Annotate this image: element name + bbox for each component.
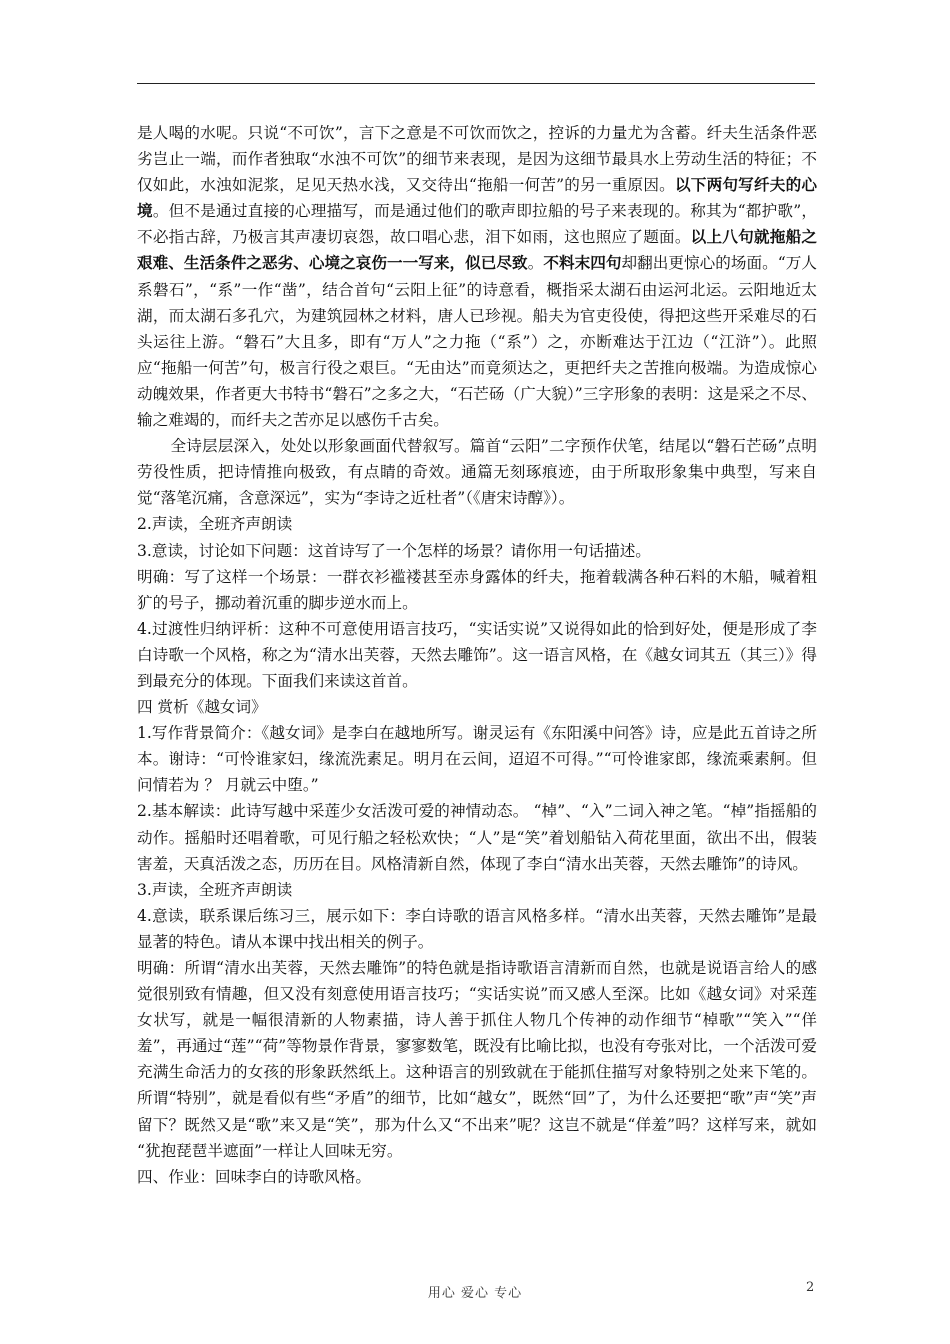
text-run: 。但不是通过直接的心理描写，而是通过他们的歌声即拉船的号子来表现的。称其为“都护歌”，不必指古辞，乃极言其声凄切哀怨，故口唱心悲，泪下如雨，这也照应了题面。 [137,202,817,247]
bold-text-run: 以上八句就拖船之艰难、生活条件之恶劣、心境之哀伤一一写来，似已尽致 [137,227,817,273]
paragraph [137,720,817,798]
page-footer: 用心 爱心 专心 [427,1286,523,1301]
text-run: 四、作业：回味李白的诗歌风格。 [137,1167,371,1186]
paragraph [137,433,817,511]
text-run: 全诗层层深入，处处以形象画面代替叙写。篇首“云阳”二字预作伏笔，结尾以“磐石芒砀”点明劳役性质，把诗情推向极致，有点睛的奇效。通篇无刻琢痕迹，由于所取形象集中典型，写来自觉“落笔沉痛，含意深远”，实为“李诗之近杜者”（《唐宋诗醇》）。 [137,437,817,508]
text-run: 四 赏析《越女词》 [137,698,267,717]
paragraph [137,564,817,616]
text-run: 是人喝的水呢。只说“不可饮”，言下之意是不可饮而饮之，控诉的力量尤为含蓄。纤夫生活条件恶劣岂止一端，而作者独取“水浊不可饮”的细节来表现，是因为这细节最具水上劳动生活的特征；不仅如此，水浊如泥浆，足见天热水浅，又交待出“拖船一何苦”的另一重原因。 [137,124,817,195]
paragraph [137,877,817,903]
text-run: 1.写作背景简介：《越女词》是李白在越地所写。谢灵运有《东阳溪中问答》诗，应是此五首诗之所本。谢诗：“可怜谁家妇，缘流洗素足。明月在云间，迢迢不可得。”“可怜谁家郎，缘流乘素舸。但问情若为 ？ 月就云中堕。” [137,724,817,795]
text-run: 2.声读，全班齐声朗读 [137,515,293,534]
text-run: 2.基本解读：此诗写越中采莲少女活泼可爱的神情动态。 “棹”、“入”二词入神之笔。“棹”指摇船的动作。摇船时还唱着歌，可见行船之轻松欢快；“人”是“笑”着划船钻入荷花里面，欲出不出，假装害羞，天真活泼之态，历历在目。风格清新自然，体现了李白“清水出芙蓉，天然去雕饰”的诗风。 [137,802,817,873]
text-run: 3.意读，讨论如下问题：这首诗写了一个怎样的场景？请你用一句话描述。 [137,541,651,560]
text-run: 明确：写了这样一个场景：一群衣衫褴褛甚至赤身露体的纤夫，拖着载满各种石料的木船，喊着粗犷的号子，挪动着沉重的脚步逆水而上。 [137,567,817,612]
page-number: 2 [806,1280,815,1295]
text-run: 3.声读，全班齐声朗读 [137,880,293,899]
text-run: 4.意读，联系课后练习三，展示如下：李白诗歌的语言风格多样。“清水出芙蓉，天然去雕饰”是最显著的特色。请从本课中找出相关的例子。 [137,906,817,951]
paragraph [137,511,817,537]
paragraph [137,955,817,1164]
document-body [137,120,817,1190]
text-run: 。 [527,254,544,273]
paragraph [137,1164,817,1190]
paragraph [137,903,817,955]
header-rule [137,83,815,84]
text-run: 4.过渡性归纳评析：这种不可意使用语言技巧，“实话实说”又说得如此的恰到好处，便是形成了李白诗歌一个风格，称之为“清水出芙蓉，天然去雕饰”。这一语言风格，在《越女词其五（其三）》得到最充分的体现。下面我们来读这首首。 [137,619,817,690]
paragraph [137,694,817,720]
paragraph [137,538,817,564]
paragraph [137,120,817,433]
paragraph [137,798,817,876]
text-run: 明确：所谓“清水出芙蓉，天然去雕饰”的特色就是指诗歌语言清新而自然，也就是说语言给人的感觉很别致有情趣，但又没有刻意使用语言技巧；“实话实说”而又感人至深。比如《越女词》对采莲女状写，就是一幅很清新的人物素描，诗人善于抓住人物几个传神的动作细节“棹歌”“笑入”“佯羞”，再通过“莲”“荷”等物景作背景，寥寥数笔，既没有比喻比拟，也没有夸张对比，一个活泼可爱充满生命活力的女孩的形象跃然纸上。这种语言的别致就在于能抓住描写对象特别之处来下笔的。所谓“特别”，就是看似有些“矛盾”的细节，比如“越女”，既然“回”了，为什么还要把“歌”声“笑”声留下？既然又是“歌”来又是“笑”，那为什么又“不出来”呢？这岂不就是“佯羞”吗？这样写来，就如 “犹抱琵琶半遮面”一样让人回味无穷。 [137,959,817,1160]
bold-text-run: 以下两句写纤夫的心境 [137,175,817,221]
text-run: 却翻出更惊心的场面。“万人系磐石”，“系”一作“凿”，结合首句“云阳上征”的诗意看，概指采太湖石由运河北运。云阳地近太湖，而太湖石多孔穴，为建筑园林之材料，唐人已珍视。船夫为官吏役使，得把这些开采难尽的石头运往上游。“磐石”大且多，即有“万人”之力拖（“系”）之，亦断难达于江边（“江浒”）。此照应“拖船一何苦”句，极言行役之艰巨。“无由达”而竟须达之，更把纤夫之苦推向极端。为造成惊心动魄效果，作者更大书特书“磐石”之多之大，“石芒砀（广大貌）”三字形象的表明：这是采之不尽、输之难竭的，而纤夫之苦亦足以感伤千古矣。 [137,254,817,430]
paragraph [137,616,817,694]
bold-text-run: 不料末四句 [543,253,622,273]
